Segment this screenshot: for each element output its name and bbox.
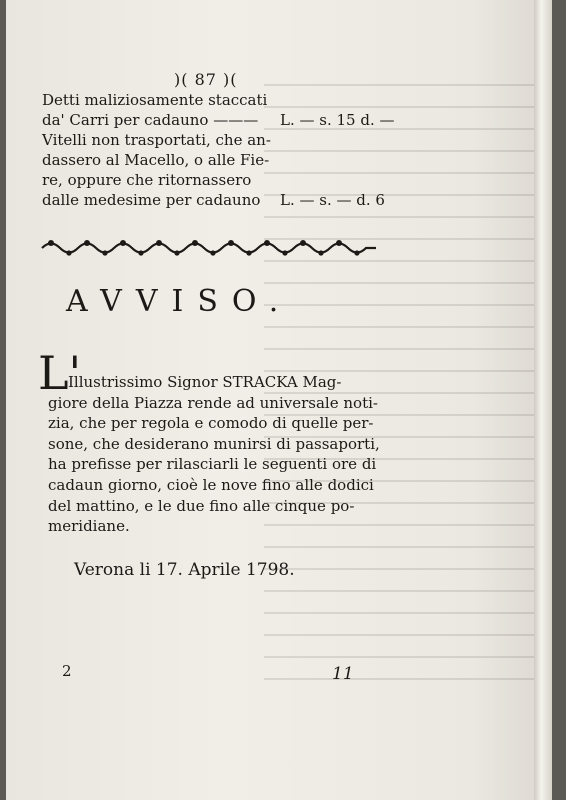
notice-line: giore della Piazza rende ad universale noti- bbox=[48, 393, 378, 412]
signature-mark: 2 bbox=[62, 662, 72, 680]
notice-line: ha prefisse per rilasciarli le seguenti ore di bbox=[48, 455, 377, 474]
notice-body bbox=[48, 372, 398, 537]
tariff-line: dalle medesime per cadauno L. — s. — d. 6 bbox=[42, 191, 385, 209]
place-date-line: Verona li 17. Aprile 1798. bbox=[74, 560, 295, 580]
tariff-line: re, oppure che ritornassero bbox=[42, 171, 252, 189]
tariff-line: dassero al Macello, o alle Fie- bbox=[42, 151, 270, 169]
page-edge bbox=[534, 0, 552, 800]
notice-line: meridiane. bbox=[48, 517, 130, 536]
notice-line: sone, che desiderano munirsi di passaporti, bbox=[48, 434, 380, 453]
handwritten-mark: 11 bbox=[332, 664, 354, 684]
drop-cap: L' bbox=[38, 346, 82, 400]
tariff-list bbox=[42, 90, 395, 210]
floral-ornament-divider bbox=[38, 236, 380, 260]
tariff-line: Vitelli non trasportati, che an- bbox=[42, 131, 271, 149]
notice-line: zia, che per regola e comodo di quelle per- bbox=[48, 414, 374, 433]
notice-title: AVVISO. bbox=[66, 284, 293, 319]
tariff-line: da' Carri per cadauno ——— L. — s. 15 d. — bbox=[42, 111, 395, 129]
notice-line: cadaun giorno, cioè le nove fino alle dodici bbox=[48, 475, 374, 494]
page-number: )( 87 )( bbox=[174, 70, 238, 89]
notice-line: del mattino, e le due fino alle cinque po- bbox=[48, 496, 355, 515]
tariff-line: Detti maliziosamente staccati bbox=[42, 91, 268, 109]
notice-line: Illustrissimo Signor STRACKA Mag- bbox=[68, 373, 342, 391]
document-page bbox=[6, 0, 552, 800]
